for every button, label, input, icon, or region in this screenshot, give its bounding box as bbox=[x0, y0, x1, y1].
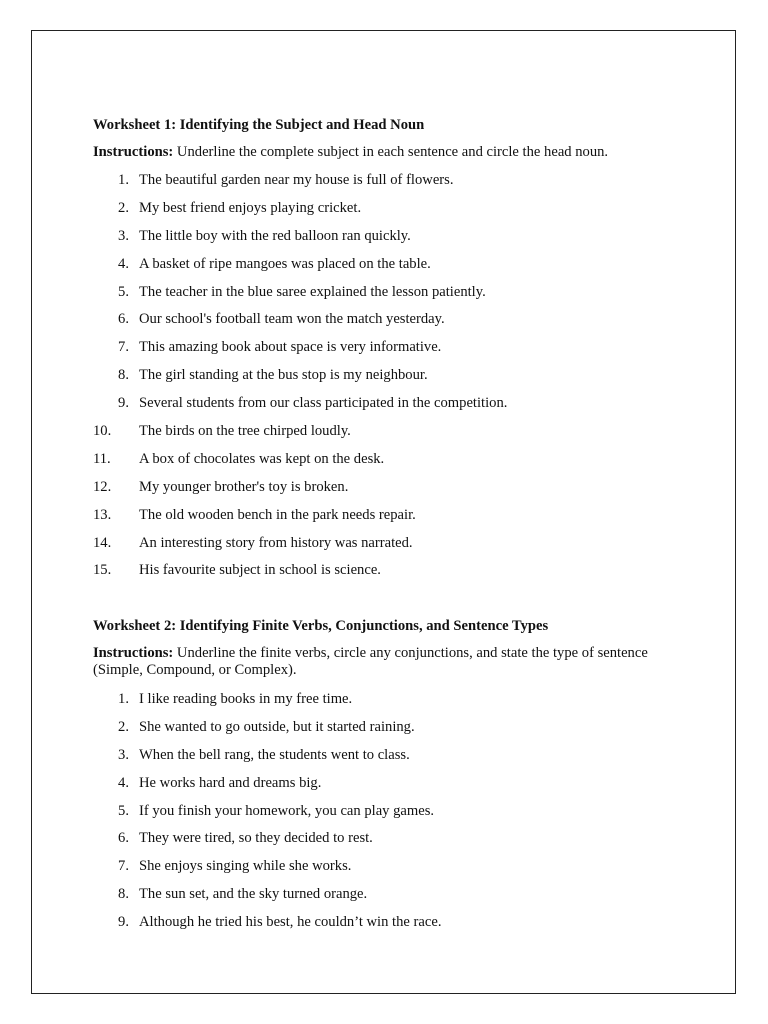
instructions-label: Instructions: bbox=[93, 144, 174, 160]
item-sentence: My best friend enjoys playing cricket. bbox=[139, 199, 362, 216]
item-number: 11. bbox=[93, 450, 111, 467]
item-sentence: He works hard and dreams big. bbox=[139, 774, 322, 791]
item-number: 4. bbox=[118, 255, 129, 272]
item-number: 1. bbox=[118, 691, 129, 707]
item-number: 6. bbox=[118, 311, 129, 328]
instructions-text: Underline the finite verbs, circle any conjunctions, and state the type of sentence (Simple, Compound, or Complex). bbox=[93, 645, 648, 678]
item-sentence: An interesting story from history was narrated. bbox=[139, 534, 413, 551]
item-number: 6. bbox=[118, 830, 129, 847]
item-number: 12. bbox=[93, 478, 112, 495]
item-sentence: I like reading books in my free time. bbox=[139, 691, 353, 707]
item-sentence: The birds on the tree chirped loudly. bbox=[139, 423, 351, 440]
item-number: 7. bbox=[118, 858, 129, 875]
item-number: 10. bbox=[93, 423, 112, 440]
worksheet-1-instructions bbox=[93, 144, 653, 161]
item-sentence: The little boy with the red balloon ran quickly. bbox=[139, 227, 411, 244]
document-page bbox=[31, 30, 736, 994]
item-sentence: His favourite subject in school is science. bbox=[139, 562, 381, 579]
item-number: 9. bbox=[118, 914, 129, 931]
item-sentence: The sun set, and the sky turned orange. bbox=[139, 886, 368, 903]
item-sentence: If you finish your homework, you can play games. bbox=[139, 802, 435, 819]
item-number: 7. bbox=[118, 339, 129, 356]
item-number: 5. bbox=[118, 802, 129, 819]
item-sentence: When the bell rang, the students went to class. bbox=[139, 746, 410, 763]
item-number: 2. bbox=[118, 718, 129, 735]
instructions-text: Underline the complete subject in each sentence and circle the head noun. bbox=[173, 144, 609, 160]
item-sentence: Although he tried his best, he couldn’t win the race. bbox=[139, 914, 442, 931]
item-sentence: They were tired, so they decided to rest. bbox=[139, 830, 373, 847]
item-number: 9. bbox=[118, 395, 129, 412]
item-number: 15. bbox=[93, 562, 112, 579]
item-sentence: My younger brother's toy is broken. bbox=[139, 478, 349, 495]
item-number: 8. bbox=[118, 367, 129, 384]
item-sentence: The girl standing at the bus stop is my neighbour. bbox=[139, 367, 428, 384]
item-sentence: She enjoys singing while she works. bbox=[139, 858, 352, 875]
item-number: 1. bbox=[118, 172, 129, 188]
item-number: 5. bbox=[118, 283, 129, 300]
instructions-label: Instructions: bbox=[93, 645, 174, 661]
item-sentence: The old wooden bench in the park needs repair. bbox=[139, 506, 416, 523]
item-sentence: A box of chocolates was kept on the desk. bbox=[139, 450, 385, 467]
worksheet-2-title: Worksheet 2: Identifying Finite Verbs, Conjunctions, and Sentence Types bbox=[93, 618, 549, 634]
item-sentence: A basket of ripe mangoes was placed on the table. bbox=[139, 255, 431, 272]
item-number: 2. bbox=[118, 199, 129, 216]
item-sentence: She wanted to go outside, but it started raining. bbox=[139, 718, 415, 735]
item-sentence: Several students from our class participated in the competition. bbox=[139, 395, 508, 412]
item-sentence: The beautiful garden near my house is full of flowers. bbox=[139, 172, 454, 188]
item-sentence: This amazing book about space is very informative. bbox=[139, 339, 442, 356]
item-number: 13. bbox=[93, 506, 112, 523]
item-number: 3. bbox=[118, 746, 129, 763]
worksheet-1-title: Worksheet 1: Identifying the Subject and Head Noun bbox=[93, 117, 425, 133]
item-sentence: The teacher in the blue saree explained the lesson patiently. bbox=[139, 283, 486, 300]
item-number: 4. bbox=[118, 774, 129, 791]
item-number: 3. bbox=[118, 227, 129, 244]
worksheet-2-instructions bbox=[93, 645, 653, 679]
item-number: 8. bbox=[118, 886, 129, 903]
item-number: 14. bbox=[93, 534, 112, 551]
item-sentence: Our school's football team won the match yesterday. bbox=[139, 311, 445, 328]
